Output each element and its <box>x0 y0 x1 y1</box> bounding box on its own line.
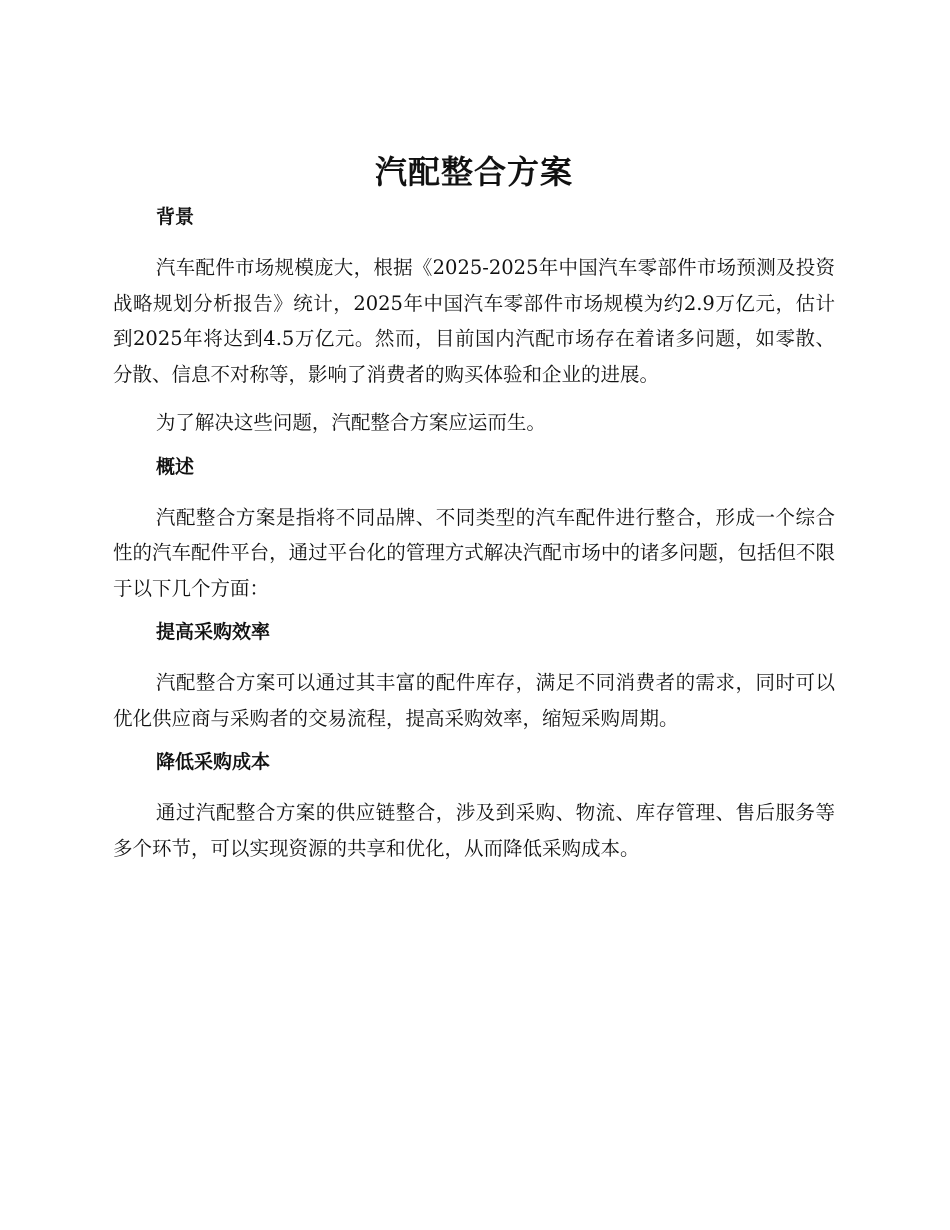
section-heading-overview: 概述 <box>156 455 195 478</box>
paragraph-overview-1: 汽配整合方案是指将不同品牌、不同类型的汽车配件进行整合，形成一个综合性的汽车配件平台，通过平台化的管理方式解决汽配市场中的诸多问题，包括但不限于以下几个方面： <box>113 505 835 600</box>
section-background <box>113 204 835 441</box>
section-heading-cost: 降低采购成本 <box>156 751 271 773</box>
section-overview <box>113 454 835 607</box>
page-title: 汽配整合方案 <box>374 153 573 191</box>
document-body <box>113 150 835 879</box>
section-cost <box>113 749 835 866</box>
paragraph-efficiency-1: 汽配整合方案可以通过其丰富的配件库存，满足不同消费者的需求，同时可以优化供应商与采购者的交易流程，提高采购效率，缩短采购周期。 <box>113 671 835 730</box>
paragraph-background-1: 汽车配件市场规模庞大，根据《2025-2025年中国汽车零部件市场预测及投资战略规划分析报告》统计，2025年中国汽车零部件市场规模为约2.9万亿元，估计到2025年将达到4.5万亿元。然而，目前国内汽配市场存在着诸多问题，如零散、分散、信息不对称等，影响了消费者的购买体验和企业的进展。 <box>113 256 835 386</box>
paragraph-cost-1: 通过汽配整合方案的供应链整合，涉及到采购、物流、库存管理、售后服务等多个环节，可以实现资源的共享和优化，从而降低采购成本。 <box>113 801 835 860</box>
section-heading-background: 背景 <box>156 206 195 228</box>
section-efficiency <box>113 619 835 736</box>
paragraph-background-2: 为了解决这些问题，汽配整合方案应运而生。 <box>155 411 546 434</box>
section-heading-efficiency: 提高采购效率 <box>156 621 271 643</box>
